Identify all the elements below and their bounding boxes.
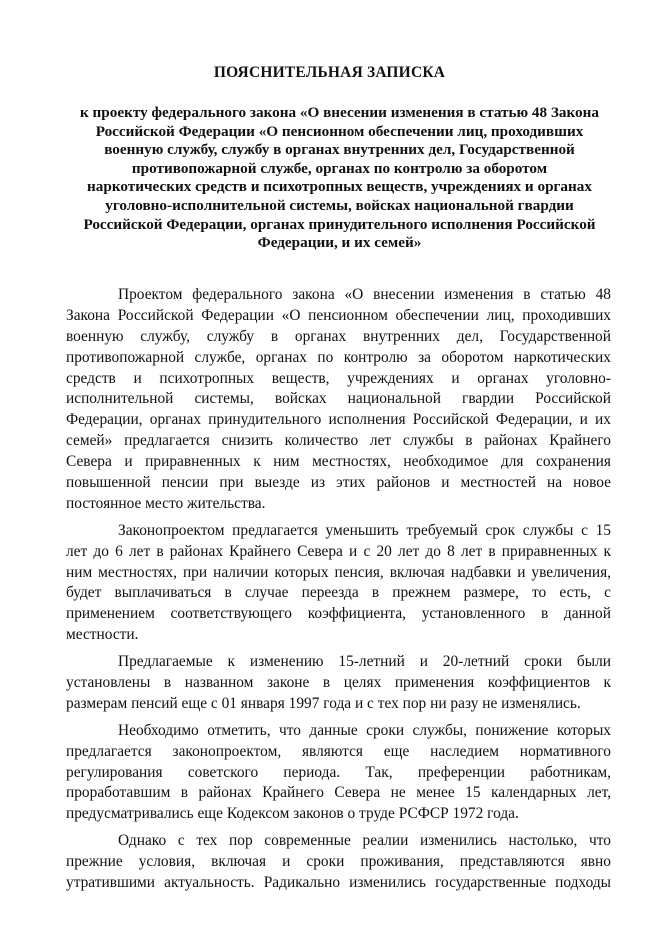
paragraph-line: Необходимо отметить, что данные сроки службы, понижение которых [118,721,611,739]
paragraph [66,721,611,825]
paragraph-line: военную службу, службу в органах внутренних дел, Государственной [66,327,611,345]
paragraph-line: применением соответствующего коэффициента, установленного в данной [66,605,611,623]
paragraph [66,521,611,646]
paragraph-line: предусматривались еще Кодексом законов о труде РСФСР 1972 года. [66,805,519,823]
doc-subtitle [60,104,619,253]
paragraph-line: Закона Российской Федерации «О пенсионном обеспечении лиц, проходивших [66,306,611,324]
paragraph-line: Предлагаемые к изменению 15-летний и 20-летний сроки были [118,653,611,671]
subtitle-line: военную службу, службу в органах внутренних дел, Государственной [104,141,575,159]
paragraph-line: Законопроектом предлагается уменьшить требуемый срок службы с 15 [118,521,611,539]
subtitle-line: наркотических средств и психотропных веществ, учреждениях и органах [87,178,592,196]
subtitle-line: Российской Федерации, органах принудительного исполнения Российской [83,215,596,233]
paragraph-line: установлены в названном законе в целях применения коэффициентов к [66,674,611,692]
paragraph-line: лет до 6 лет в районах Крайнего Севера и с 20 лет до 8 лет в приравненных к [66,542,611,560]
paragraph-line: исполнительной системы, войсках национальной гвардии Российской [66,390,611,408]
paragraph-line: средств и психотропных веществ, учреждениях и органах уголовно- [66,369,611,387]
paragraph [66,652,611,715]
paragraph-line: будет выплачиваться в случае переезда в прежнем размере, то есть, с [66,584,611,602]
paragraph-line: предлагается законопроектом, являются еще наследием нормативного [66,742,611,760]
paragraph [66,831,611,894]
paragraph-line: Однако с тех пор современные реалии изменились настолько, что [118,832,611,850]
paragraph-line: прежние условия, включая и сроки проживания, представляются явно [66,853,611,871]
paragraph-line: Севера и приравненных к ним местностях, необходимое для сохранения [66,453,611,471]
paragraph [66,285,611,515]
paragraph-line: повышенной пенсии при выезде из этих районов и местностей на новое [66,474,611,492]
subtitle-line: Федерации, и их семей» [257,234,422,252]
paragraph-line: Проектом федерального закона «О внесении изменения в статью 48 [118,286,611,303]
paragraph-line: постоянное место жительства. [66,494,266,512]
paragraph-line: местности. [66,626,139,644]
paragraph-line: регулирования советского периода. Так, преференции работникам, [66,763,611,781]
subtitle-line: к проекту федерального закона «О внесении изменения в статью 48 Закона [79,104,599,121]
doc-body [66,285,611,894]
paragraph-line: проработавшим в районах Крайнего Севера не менее 15 календарных лет, [66,784,611,802]
paragraph-line: Федерации, органах принудительного исполнения Российской Федерации, и их [66,411,611,429]
paragraph-line: утратившими актуальность. Радикально изменились государственные подходы [66,874,611,892]
paragraph-line: размерам пенсий еще с 01 января 1997 года и с тех пор ни разу не изменялись. [66,694,581,712]
subtitle-line: уголовно-исполнительной системы, войсках национальной гвардии [105,196,574,214]
paragraph-line: семей» предлагается снизить количество лет службы в районах Крайнего [66,432,611,450]
subtitle-line: противопожарной службе, органах по контролю за оборотом [131,159,548,177]
paragraph-line: противопожарной службе, органах по контролю за оборотом наркотических [66,348,611,366]
subtitle-line: Российской Федерации «О пенсионном обеспечении лиц, проходивших [95,122,584,140]
doc-title: ПОЯСНИТЕЛЬНАЯ ЗАПИСКА [213,64,446,81]
paragraph-line: ним местностях, при наличии которых пенсия, включая надбавки и увеличения, [66,563,611,581]
